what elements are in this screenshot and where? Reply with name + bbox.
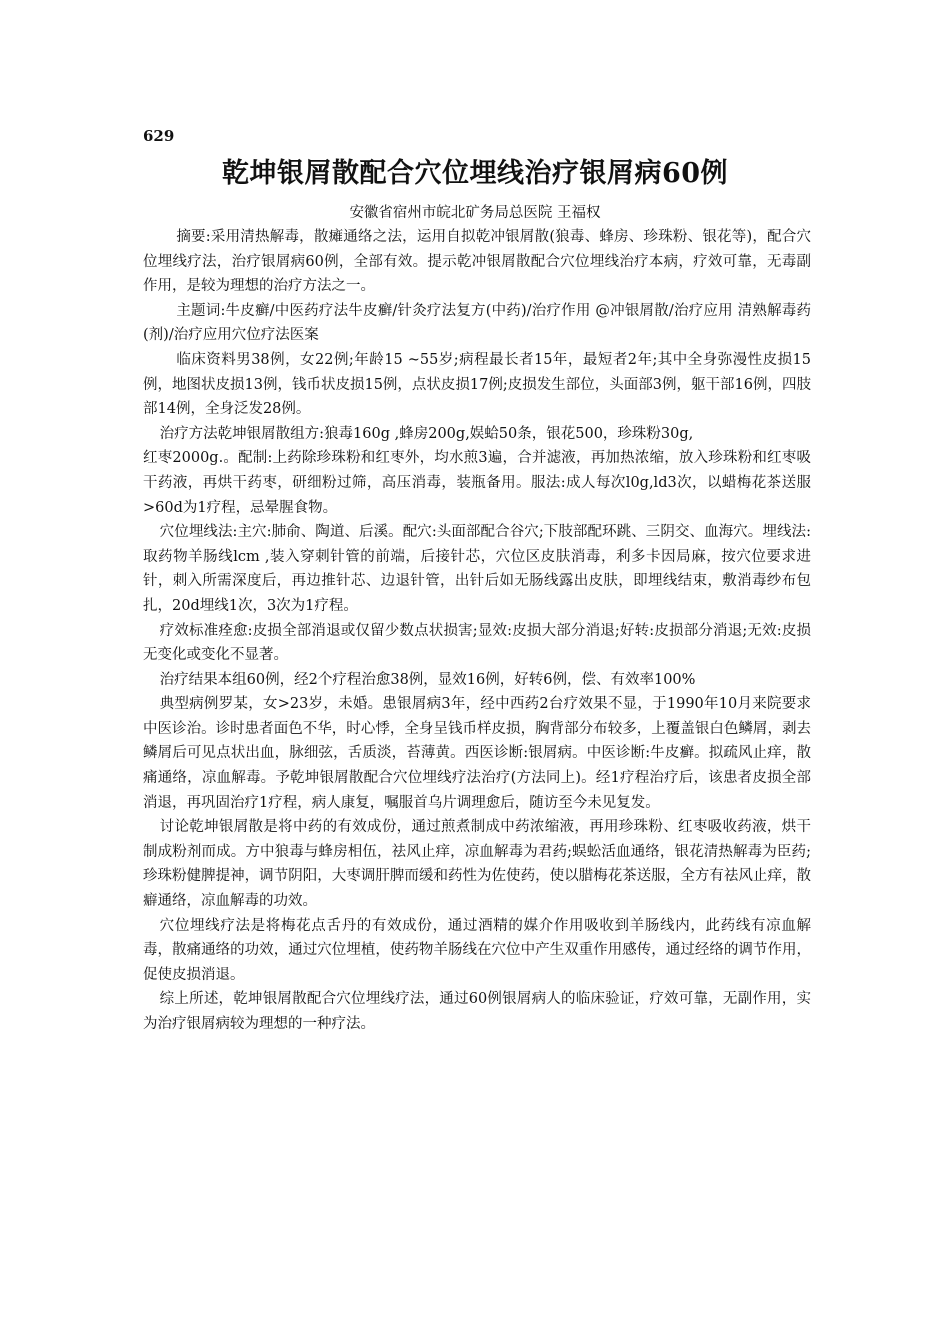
results-paragraph: 治疗结果本组60例，经2个疗程治愈38例，显效16例，好转6例，偿、有效率100% [159,671,696,688]
page-number: 629 [143,127,175,145]
keywords-paragraph: 主题词:牛皮癣/中医药疗法牛皮癣/针灸疗法复方(中药)/治疗作用 @冲银屑散/治疗应用 清熟解毒药(剂)/治疗应用穴位疗法医案 [143,302,811,344]
clinical-data-paragraph: 临床资料男38例，女22例;年龄15 ~55岁;病程最长者15年，最短者2年;其中全身弥漫性皮损15例，地图状皮损13例，钱币状皮损15例，点状皮损17例;皮损发生部位，头面部3例，躯干部16例，四肢部14例，全身泛发28例。 [143,351,811,418]
treatment-method-line: 治疗方法乾坤银屑散组方:狼毒160g ,蜂房200g,娱蛤50条，银花500，珍珠粉30g, [159,425,694,442]
treatment-method-paragraph: 红枣2000g.。配制:上药除珍珠粉和红枣外，均水煎3遍，合并滤液，再加热浓缩，放入珍珠粉和红枣吸干药液，再烘干药枣，研细粉过筛，高压消毒，装瓶备用。服法:成人每次l0g,ld3次，以蜡梅花茶送服>60d为1疗程，忌晕腥食物。 [143,450,811,516]
case-report-paragraph: 典型病例罗某，女>23岁，未婚。患银屑病3年，经中西药2台疗效果不显，于1990年10月来院要求中医诊治。诊时患者面色不华，时心悸，全身呈钱币样皮损，胸背部分布较多，上覆盖银白色鳞屑，剥去鳞屑后可见点状出血，脉细弦，舌质淡，苔薄黄。西医诊断:银屑病。中医诊断:牛皮癣。拟疏风止痒，散痛通络，凉血解毒。予乾坤银屑散配合穴位埋线疗法治疗(方法同上)。经1疗程治疗后，该患者皮损全部消退，再巩固治疗1疗程，病人康复，嘱服首乌片调理愈后，随访至今未见复发。 [143,696,811,811]
abstract-paragraph: 摘要:采用清热解毒，散瘫通络之法，运用自拟乾冲银屑散(狼毒、蜂房、珍珠粉、银花等)，配合穴位埋线疗法，治疗银屑病60例，全部有效。提示乾冲银屑散配合穴位埋线治疗本病，疗效可靠，无毒副作用，是较为理想的治疗方法之一。 [143,229,811,295]
article-title: 乾坤银屑散配合穴位埋线治疗银屑病60例 [221,158,729,189]
author-affiliation: 安徽省宿州市皖北矿务局总医院 王福权 [349,205,601,221]
acupoint-method-paragraph: 穴位埋线法:主穴:肺俞、陶道、后溪。配穴:头面部配合谷穴;下肢部配环跳、三阴交、血海穴。埋线法:取药物羊肠线lcm ,装入穿刺针管的前端，后接针芯，穴位区皮肤消毒，利多卡因局麻，按穴位要求进针，刺入所需深度后，再边推针芯、边退针管，出针后如无肠线露出皮肤，即埋线结束，敷消毒纱布包扎，20d埋线1次，3次为1疗程。 [143,524,811,614]
conclusion-paragraph: 综上所述，乾坤银屑散配合穴位埋线疗法，通过60例银屑病人的临床验证，疗效可靠，无副作用，实为治疗银屑病较为理想的一种疗法。 [143,991,811,1032]
article-body [143,225,811,1037]
acupoint-discussion-paragraph: 穴位埋线疗法是将梅花点舌丹的有效成份，通过酒精的媒介作用吸收到羊肠线内，此药线有凉血解毒，散痛通络的功效，通过穴位埋植，使药物羊肠线在穴位中产生双重作用感传，通过经络的调节作用，促使皮损消退。 [143,917,811,983]
efficacy-criteria-paragraph: 疗效标准痊愈:皮损全部消退或仅留少数点状损害;显效:皮损大部分消退;好转:皮损部分消退;无效:皮损无变化或变化不显著。 [143,622,811,664]
discussion-paragraph: 讨论乾坤银屑散是将中药的有效成份，通过煎煮制成中药浓缩液，再用珍珠粉、红枣吸收药液，烘干制成粉剂而成。方中狼毒与蜂房相伍，祛风止痒，凉血解毒为君药;蜈蚣活血通络，银花清热解毒为臣药;珍珠粉健脾提神，调节阴阳，大枣调肝脾而缓和药性为佐使药，使以腊梅花茶送服，全方有祛风止痒，散癖通络，凉血解毒的功效。 [143,819,811,910]
